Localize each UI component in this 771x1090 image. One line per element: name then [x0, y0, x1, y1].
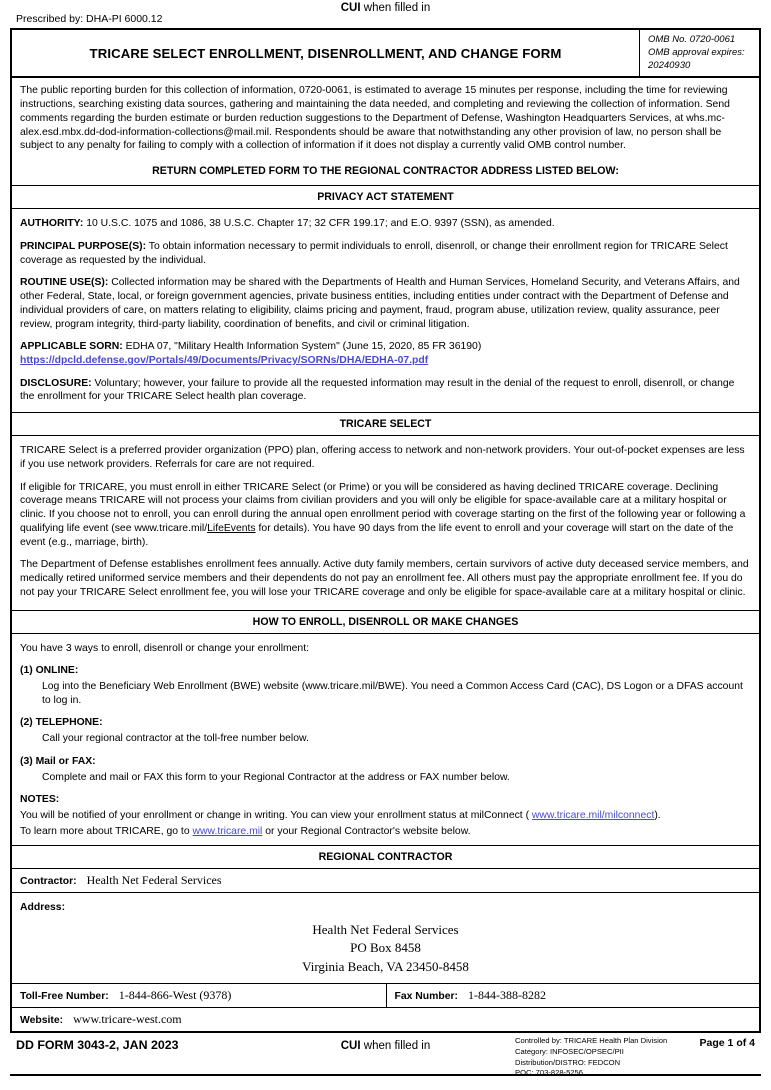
controlled-by-line: Controlled by: TRICARE Health Plan Division: [515, 1036, 668, 1046]
burden-statement-block: [12, 78, 759, 163]
page-footer: [10, 1038, 761, 1090]
poc-line: POC: 703-828-5256: [515, 1068, 583, 1078]
routine-use-label: ROUTINE USE(S):: [20, 277, 109, 289]
routine-use-text: Collected information may be shared with the Departments of Health and Human Services, Homeland Security, and Veterans Affairs, and other Federal, State, local, or foreign government agencies, private business entities, including entities under contract with the Department of Defense and individual providers of care, on matters relating to eligibility, claims pricing and payment, fraud, program abuse, utilization review, quality assurance, peer review, program integrity, third-party liability, coordination of benefits, and civil or criminal litigation.: [20, 277, 740, 330]
website-row: [12, 1007, 759, 1031]
notes-line-1-pre: You will be notified of your enrollment or change in writing. You can view your enrollment status at milConnect (: [20, 810, 532, 822]
notes-line-2: [20, 825, 751, 839]
how-to-enroll-intro: You have 3 ways to enroll, disenroll or change your enrollment:: [20, 642, 309, 654]
tricare-select-heading: TRICARE SELECT: [12, 412, 759, 436]
tricare-select-paragraph-1: TRICARE Select is a preferred provider organization (PPO) plan, offering access to network and non-network providers. Your out-of-pocket expenses are less if you use network providers. Referrals for care are not required.: [20, 445, 745, 470]
sorn-paragraph: [20, 340, 751, 367]
cui-banner-top-bold: CUI: [340, 2, 361, 14]
authority-label: AUTHORITY:: [20, 218, 84, 230]
enroll-option-2-label: (2) TELEPHONE:: [20, 717, 103, 729]
cui-banner-bottom-rest: when filled in: [360, 1040, 431, 1053]
return-instruction: RETURN COMPLETED FORM TO THE REGIONAL CONTRACTOR ADDRESS LISTED BELOW:: [152, 165, 619, 178]
disclosure-paragraph: [20, 377, 751, 404]
burden-paragraph: The public reporting burden for this collection of information, 0720-0061, is estimated to average 15 minutes per response, including the time for reviewing instructions, searching existing data sources, gathering and maintaining the data needed, and completing and reviewing the collection of information. Send comments regarding the burden estimate or burden reduction suggestions to the Department of Defense, Washington Headquarters Services, at whs.mc-alex.esd.mbx.dd-dod-information-collections@mail.mil. Respondents should be aware that notwithstanding any other provision of law, no person shall be subject to any penalty for failing to comply with a collection of information if it does not display a currently valid OMB control number.: [20, 85, 730, 152]
contractor-label: Contractor:: [20, 875, 77, 887]
omb-expires-value: 20240930: [648, 59, 691, 71]
notes-line-1: [20, 809, 751, 823]
enroll-option-1-label: (1) ONLINE:: [20, 665, 79, 677]
form-frame: [10, 28, 761, 1033]
distribution-line: Distribution/DISTRO: FEDCON: [515, 1057, 621, 1067]
fax-label: Fax Number:: [394, 991, 459, 1003]
enroll-option-1-text: Log into the Beneficiary Web Enrollment (BWE) website (www.tricare.mil/BWE). You need a Common Access Card (CAC), DS Logon or a DFAS account to log in.: [42, 681, 743, 706]
phone-fax-row: [12, 983, 759, 1007]
disclosure-label: DISCLOSURE:: [20, 377, 92, 389]
fax-cell: [386, 984, 760, 1007]
contractor-value[interactable]: Health Net Federal Services: [86, 872, 222, 887]
address-line-2: PO Box 8458: [350, 940, 421, 956]
privacy-act-block: [12, 209, 759, 412]
omb-expires-label: OMB approval expires:: [648, 46, 745, 58]
omb-box: [639, 30, 759, 76]
notes-line-2-pre: To learn more about TRICARE, go to: [20, 825, 193, 837]
tricare-select-paragraph-2-pre: If eligible for TRICARE, you must enroll in either TRICARE Select (or Prime) or you will be considered as having declined TRICARE coverage. Declining coverage means TRICARE will not process your claims from civilian providers and you will only be eligible for space-available care at a military hospital or clinic. If you choose not to enroll, you can enroll during the annual open enrollment period with coverage starting on the first of the following year or following a qualifying life event (see www.tricare.mil/: [20, 481, 746, 534]
notes-label: NOTES:: [20, 794, 60, 806]
toll-free-cell: [12, 984, 386, 1007]
website-value[interactable]: www.tricare-west.com: [73, 1012, 182, 1027]
authority-paragraph: [20, 217, 751, 231]
form-title: TRICARE SELECT ENROLLMENT, DISENROLLMENT, AND CHANGE FORM: [89, 45, 562, 61]
form-title-cell: [12, 30, 639, 76]
title-row: [12, 30, 759, 78]
address-value[interactable]: [20, 921, 751, 978]
principal-purpose-text: To obtain information necessary to permit individuals to enroll, disenroll, or change their enrollment region for TRICARE Select coverage as requested by the individual.: [20, 240, 728, 266]
address-row: [12, 892, 759, 984]
sorn-text: EDHA 07, "Military Health Information System" (June 15, 2020, 85 FR 36190): [122, 341, 482, 353]
authority-text: 10 U.S.C. 1075 and 1086, 38 U.S.C. Chapter 17; 32 CFR 199.17; and E.O. 9397 (SSN), as amended.: [83, 218, 555, 230]
enroll-option-3-label: (3) Mail or FAX:: [20, 755, 96, 767]
notes-line-2-post: or your Regional Contractor's website below.: [262, 825, 471, 837]
prescribed-by-text: Prescribed by: DHA-PI 6000.12: [16, 13, 163, 25]
life-events-link[interactable]: LifeEvents: [207, 522, 256, 534]
enroll-option-3-text: Complete and mail or FAX this form to your Regional Contractor at the address or FAX number below.: [42, 771, 510, 783]
tricare-select-paragraph-3: The Department of Defense establishes enrollment fees annually. Active duty family members, certain survivors of active duty deceased service members, and medically retired uniformed service members and their dependents do not pay an enrollment fee. All others must pay the appropriate enrollment fee. If you do not pay your TRICARE Select enrollment fee, you will lose your TRICARE coverage and only be eligible for space-available care at a military hospital or clinic.: [20, 559, 749, 598]
notes-line-1-post: ).: [654, 810, 661, 822]
toll-free-label: Toll-Free Number:: [20, 991, 109, 1003]
cui-control-block: [515, 1036, 667, 1079]
tricare-select-paragraph-2: [20, 481, 751, 550]
address-line-1: Health Net Federal Services: [312, 921, 459, 937]
regional-contractor-heading: REGIONAL CONTRACTOR: [12, 845, 759, 869]
privacy-act-heading: PRIVACY ACT STATEMENT: [12, 185, 759, 209]
footer-form-id: DD FORM 3043-2, JAN 2023: [16, 1038, 179, 1053]
principal-purpose-paragraph: [20, 240, 751, 267]
page-number: Page 1 of 4: [699, 1037, 755, 1050]
address-line-3: Virginia Beach, VA 23450-8458: [302, 959, 469, 975]
footer-divider: [10, 1074, 761, 1076]
cui-banner-bottom-bold: CUI: [340, 1040, 361, 1053]
how-to-enroll-heading: HOW TO ENROLL, DISENROLL OR MAKE CHANGES: [12, 610, 759, 634]
omb-number: OMB No. 0720-0061: [648, 34, 736, 45]
principal-purpose-label: PRINCIPAL PURPOSE(S):: [20, 240, 147, 252]
sorn-label: APPLICABLE SORN:: [20, 341, 123, 353]
toll-free-value[interactable]: 1-844-866-West (9378): [118, 988, 232, 1003]
website-label: Website:: [20, 1015, 64, 1027]
tricare-select-paragraph-2-post: for details). You have 90 days from the life event to enroll and your coverage will start on the date of the event (e.g., marriage, birth).: [20, 522, 734, 548]
address-label: Address:: [20, 901, 66, 913]
fax-value[interactable]: 1-844-388-8282: [468, 988, 547, 1003]
milconnect-link[interactable]: www.tricare.mil/milconnect: [531, 810, 655, 822]
contractor-row: [12, 869, 759, 892]
tricare-mil-link[interactable]: www.tricare.mil: [192, 825, 263, 837]
how-to-enroll-block: [12, 634, 759, 845]
enroll-option-2-text: Call your regional contractor at the toll-free number below.: [42, 733, 309, 745]
tricare-select-block: [12, 436, 759, 609]
page-header-strip: [10, 0, 761, 28]
routine-use-paragraph: [20, 276, 751, 331]
sorn-link[interactable]: https://dpcld.defense.gov/Portals/49/Documents/Privacy/SORNs/DHA/EDHA-07.pdf: [20, 354, 429, 366]
cui-banner-top-rest: when filled in: [360, 2, 431, 14]
category-line: Category: INFOSEC/OPSEC/PII: [515, 1046, 624, 1056]
disclosure-text: Voluntary; however, your failure to provide all the requested information may result in the denial of the request to enroll, disenroll, or change the enrollment for your TRICARE Select health plan coverage.: [20, 377, 735, 403]
